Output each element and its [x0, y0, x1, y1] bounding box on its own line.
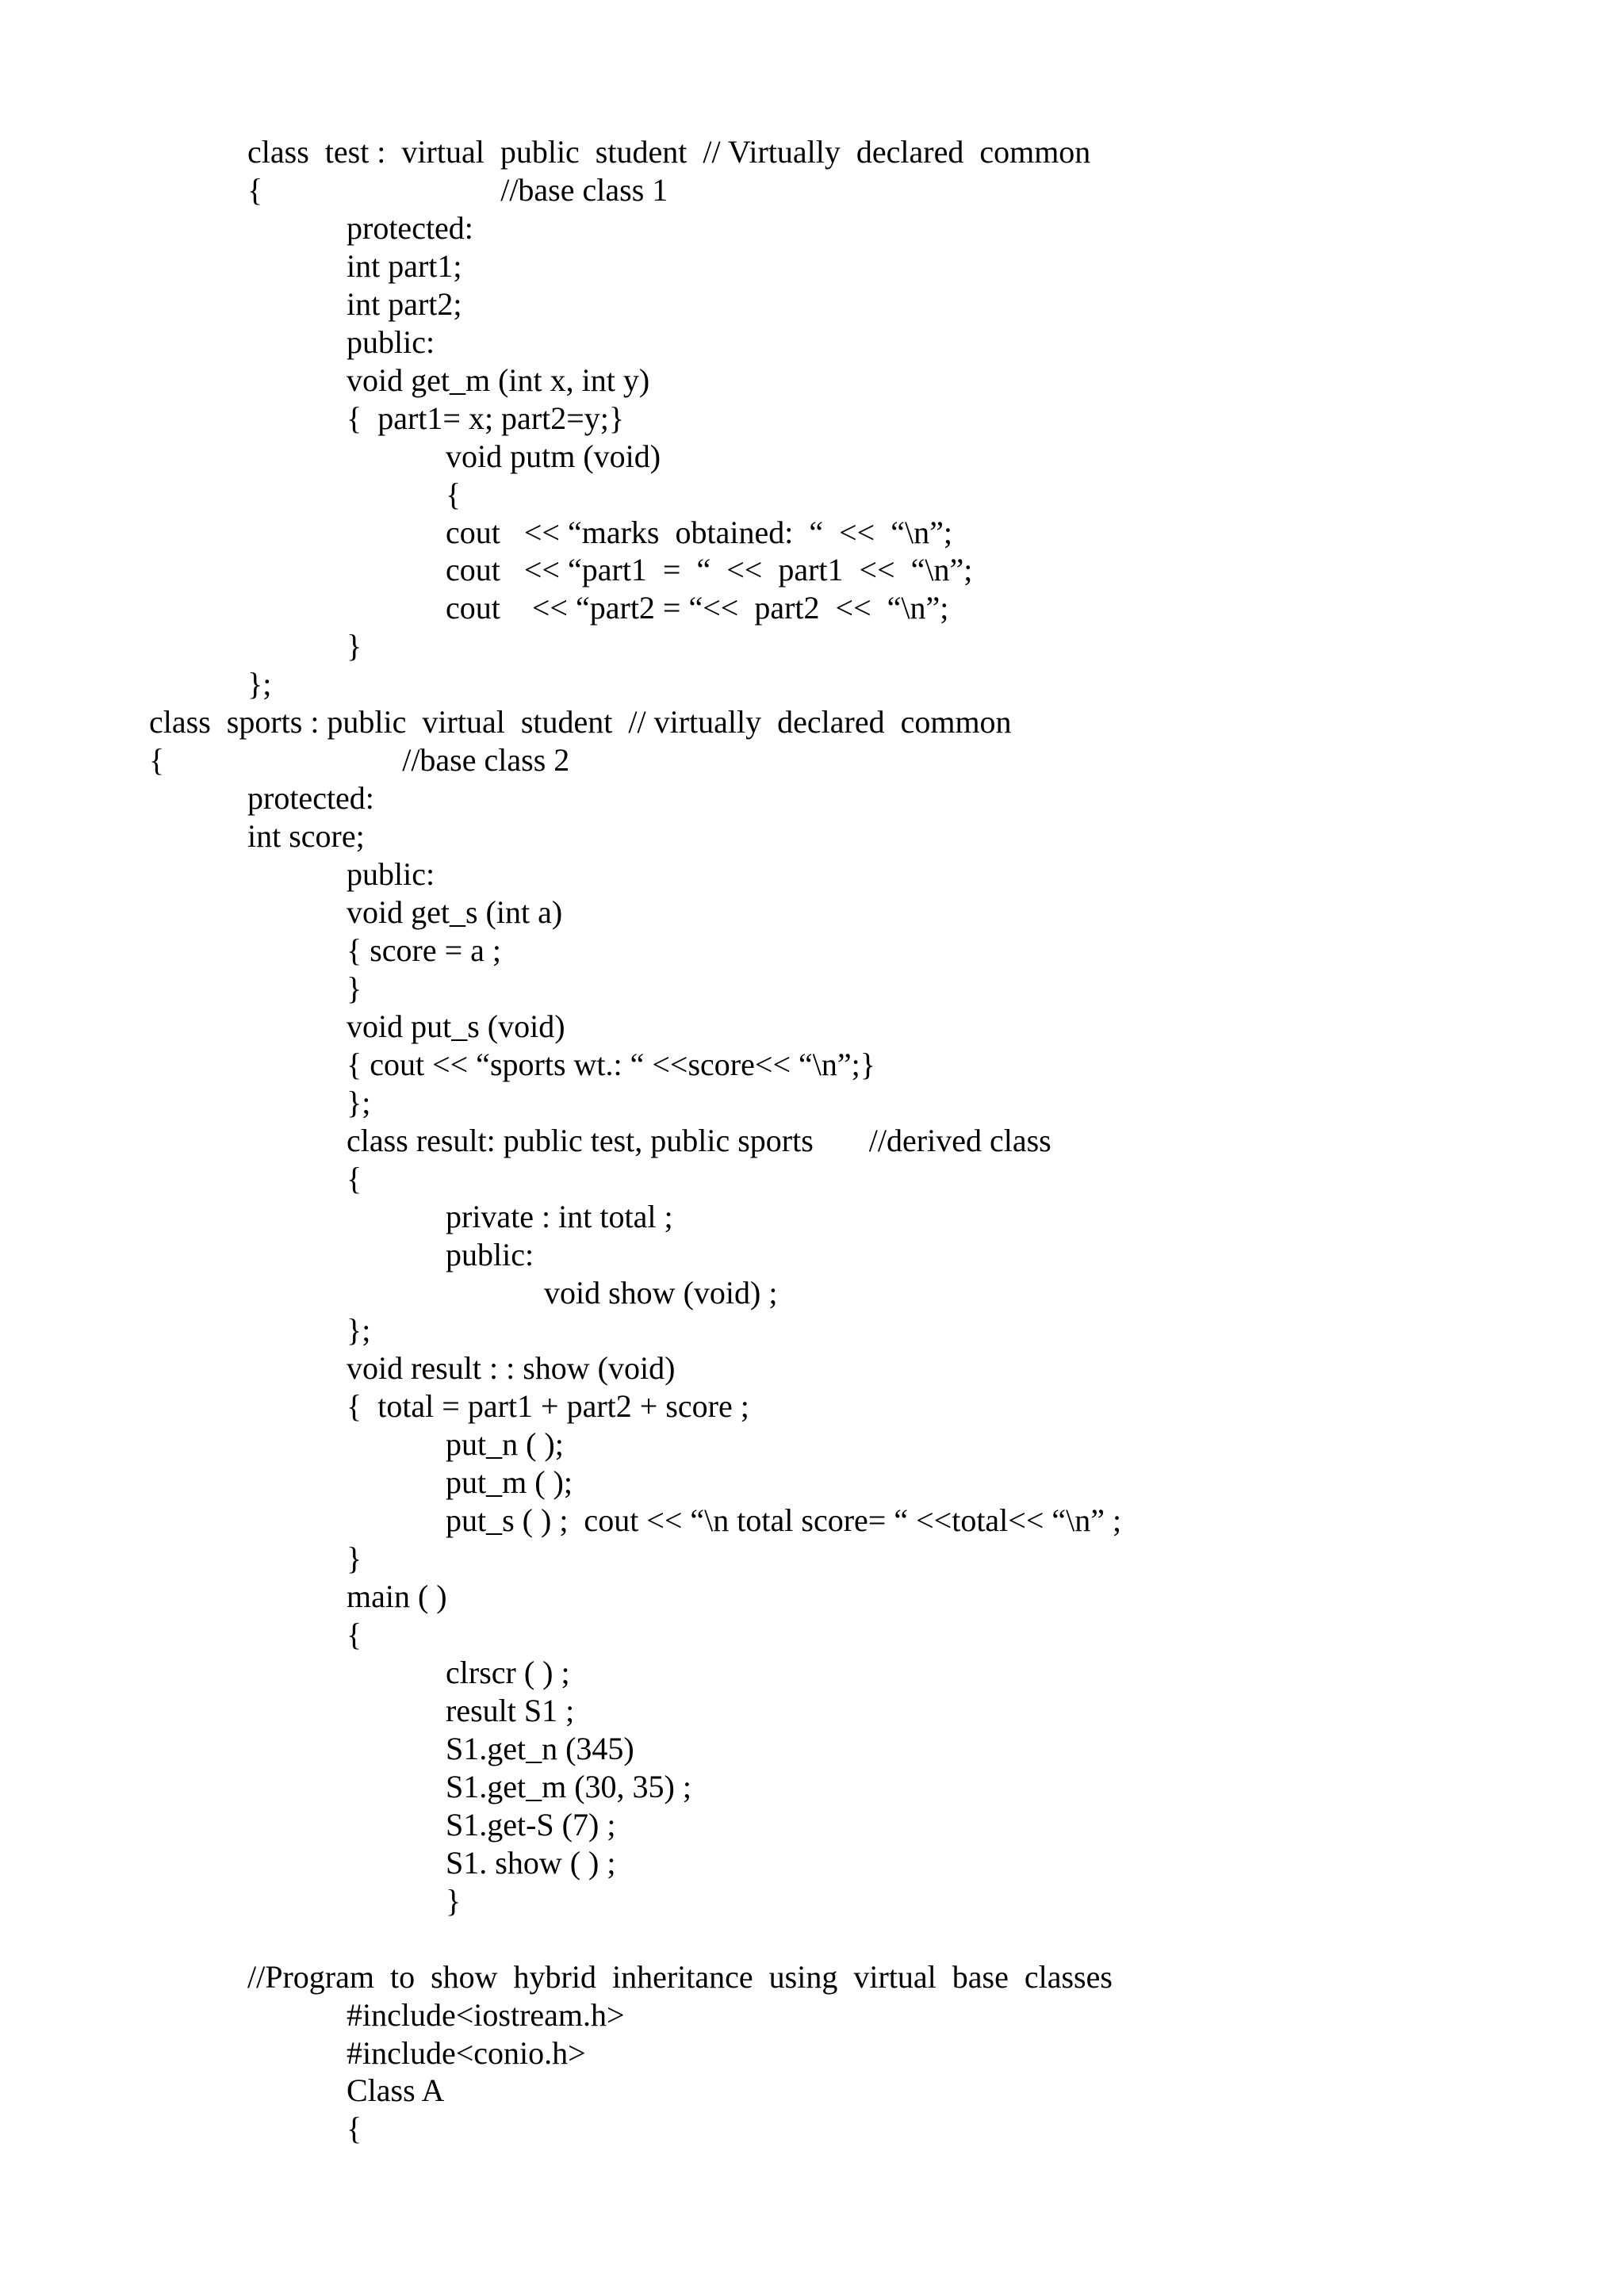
code-line: { total = part1 + part2 + score ;: [347, 1388, 749, 1424]
code-line: class sports : public virtual student // virtually declared common: [149, 704, 1012, 740]
code-line: {: [347, 1617, 362, 1652]
code-line: }: [446, 1883, 462, 1919]
code-line: protected:: [347, 210, 473, 246]
code-line: clrscr ( ) ;: [446, 1655, 570, 1690]
code-line: cout << “part1 = “ << part1 << “\n”;: [446, 552, 973, 587]
code-line: public:: [347, 324, 435, 360]
code-line: { part1= x; part2=y;}: [347, 400, 625, 436]
code-line: void putm (void): [446, 438, 661, 474]
code-line: S1.get_m (30, 35) ;: [446, 1769, 691, 1804]
code-line: cout << “part2 = “<< part2 << “\n”;: [446, 590, 949, 626]
code-line: int score;: [247, 818, 365, 854]
code-line: void put_s (void): [347, 1008, 565, 1044]
code-line: void show (void) ;: [544, 1275, 778, 1311]
code-line: S1.get_n (345): [446, 1731, 634, 1766]
code-line: class test : virtual public student // Virtually declared common: [247, 134, 1091, 170]
code-line: { //base class 2: [149, 742, 570, 778]
code-line: result S1 ;: [446, 1693, 575, 1728]
code-line: int part2;: [347, 286, 462, 322]
code-line: private : int total ;: [446, 1199, 673, 1234]
code-line: };: [347, 1085, 371, 1120]
code-line: S1. show ( ) ;: [446, 1845, 616, 1881]
code-line: };: [247, 666, 272, 702]
code-line: }: [347, 628, 362, 664]
code-line: int part1;: [347, 248, 462, 284]
code-line: { cout << “sports wt.: “ <<score<< “\n”;}: [347, 1047, 875, 1082]
code-line: #include<conio.h>: [347, 2035, 586, 2071]
code-line: void get_s (int a): [347, 894, 563, 930]
code-line: };: [347, 1312, 371, 1348]
code-line: put_s ( ) ; cout << “\n total score= “ <<total<< “\n” ;: [446, 1502, 1122, 1538]
code-line: }: [347, 970, 362, 1006]
code-line: main ( ): [347, 1578, 447, 1614]
code-line: class result: public test, public sports //derived class: [347, 1123, 1051, 1158]
code-line: Class A: [347, 2072, 445, 2108]
code-line: void get_m (int x, int y): [347, 362, 650, 398]
code-line: cout << “marks obtained: “ << “\n”;: [446, 515, 952, 550]
code-line: {: [347, 2110, 362, 2146]
code-line: {: [347, 1161, 362, 1196]
code-line: {: [446, 476, 462, 512]
code-line: S1.get-S (7) ;: [446, 1807, 616, 1843]
code-line: put_m ( );: [446, 1464, 573, 1500]
code-line: { score = a ;: [347, 932, 502, 968]
code-line: { //base class 1: [247, 172, 668, 208]
code-line: public:: [347, 856, 435, 892]
code-line: void result : : show (void): [347, 1350, 676, 1386]
code-line: //Program to show hybrid inheritance using virtual base classes: [247, 1959, 1113, 1995]
code-line: #include<iostream.h>: [347, 1997, 625, 2033]
code-line: }: [347, 1540, 362, 1576]
code-line: public:: [446, 1237, 534, 1272]
code-line: put_n ( );: [446, 1426, 564, 1462]
code-line: protected:: [247, 780, 374, 816]
